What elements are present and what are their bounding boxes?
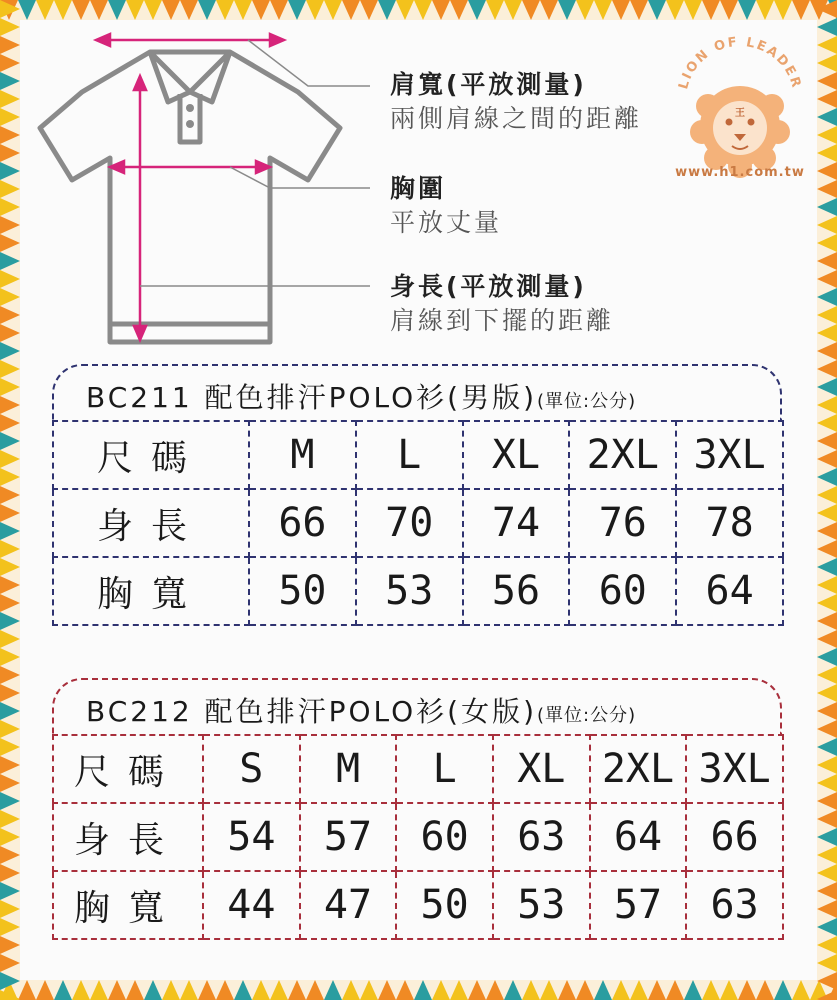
women-title-text: BC212 配色排汗POLO衫(女版) bbox=[86, 695, 538, 728]
women-chest-label: 胸寬 bbox=[53, 871, 203, 939]
women-size-cell: L bbox=[396, 735, 493, 803]
women-size-label: 尺碼 bbox=[53, 735, 203, 803]
shoulder-title: 肩寬(平放測量) bbox=[390, 70, 587, 99]
men-length-cell: 66 bbox=[249, 489, 356, 557]
women-chest-cell: 53 bbox=[493, 871, 590, 939]
men-length-cell: 74 bbox=[463, 489, 570, 557]
women-size-cell: 3XL bbox=[686, 735, 783, 803]
women-length-cell: 64 bbox=[590, 803, 687, 871]
women-row-size bbox=[53, 735, 783, 803]
men-chest-cell: 64 bbox=[676, 557, 783, 625]
polo-shirt-diagram bbox=[30, 30, 370, 360]
men-chest-cell: 50 bbox=[249, 557, 356, 625]
women-chest-cell: 44 bbox=[203, 871, 300, 939]
men-table-title-box bbox=[52, 364, 782, 420]
svg-text:LION OF LEADER bbox=[676, 35, 804, 91]
women-length-label: 身長 bbox=[53, 803, 203, 871]
women-length-cell: 60 bbox=[396, 803, 493, 871]
men-length-cell: 78 bbox=[676, 489, 783, 557]
shirt-placket bbox=[180, 94, 200, 142]
men-size-cell: L bbox=[356, 421, 463, 489]
women-length-cell: 63 bbox=[493, 803, 590, 871]
women-row-chest bbox=[53, 871, 783, 939]
women-chest-cell: 50 bbox=[396, 871, 493, 939]
women-length-cell: 66 bbox=[686, 803, 783, 871]
length-label bbox=[390, 270, 614, 338]
women-length-cell: 54 bbox=[203, 803, 300, 871]
shirt-outline bbox=[40, 52, 340, 342]
chest-title: 胸圍 bbox=[390, 174, 447, 203]
men-length-cell: 76 bbox=[569, 489, 676, 557]
men-size-grid bbox=[52, 420, 784, 626]
men-row-chest bbox=[53, 557, 783, 625]
women-chest-cell: 57 bbox=[590, 871, 687, 939]
shirt-collar bbox=[150, 52, 230, 102]
women-size-cell: S bbox=[203, 735, 300, 803]
men-length-label: 身長 bbox=[53, 489, 249, 557]
svg-text:王: 王 bbox=[735, 108, 745, 119]
length-title: 身長(平放測量) bbox=[390, 272, 587, 301]
length-desc: 肩線到下擺的距離 bbox=[390, 306, 615, 335]
women-size-cell: XL bbox=[493, 735, 590, 803]
men-length-cell: 70 bbox=[356, 489, 463, 557]
shoulder-label bbox=[390, 68, 642, 136]
women-chest-cell: 47 bbox=[300, 871, 397, 939]
men-size-cell: M bbox=[249, 421, 356, 489]
women-size-cell: M bbox=[300, 735, 397, 803]
chest-desc: 平放丈量 bbox=[390, 208, 503, 237]
men-size-label: 尺碼 bbox=[53, 421, 249, 489]
men-size-cell: 3XL bbox=[676, 421, 783, 489]
shirt-buttons bbox=[186, 104, 194, 128]
women-chest-cell: 63 bbox=[686, 871, 783, 939]
men-chest-cell: 53 bbox=[356, 557, 463, 625]
women-row-length bbox=[53, 803, 783, 871]
men-row-size bbox=[53, 421, 783, 489]
men-chest-label: 胸寬 bbox=[53, 557, 249, 625]
women-length-cell: 57 bbox=[300, 803, 397, 871]
men-size-cell: 2XL bbox=[569, 421, 676, 489]
men-chest-cell: 56 bbox=[463, 557, 570, 625]
women-table-title bbox=[86, 690, 636, 730]
logo-url: www.h1.com.tw bbox=[675, 165, 805, 180]
women-size-cell: 2XL bbox=[590, 735, 687, 803]
shoulder-desc: 兩側肩線之間的距離 bbox=[390, 104, 643, 133]
men-title-text: BC211 配色排汗POLO衫(男版) bbox=[86, 381, 538, 414]
men-size-cell: XL bbox=[463, 421, 570, 489]
men-table-title bbox=[86, 376, 636, 416]
women-table-title-box bbox=[52, 678, 782, 734]
chest-label bbox=[390, 172, 502, 240]
women-unit-text: (單位:公分) bbox=[537, 705, 637, 726]
men-unit-text: (單位:公分) bbox=[537, 391, 637, 412]
logo-arc-text: LION OF LEADER bbox=[676, 34, 804, 92]
men-chest-cell: 60 bbox=[569, 557, 676, 625]
men-row-length bbox=[53, 489, 783, 557]
women-size-grid bbox=[52, 734, 784, 940]
